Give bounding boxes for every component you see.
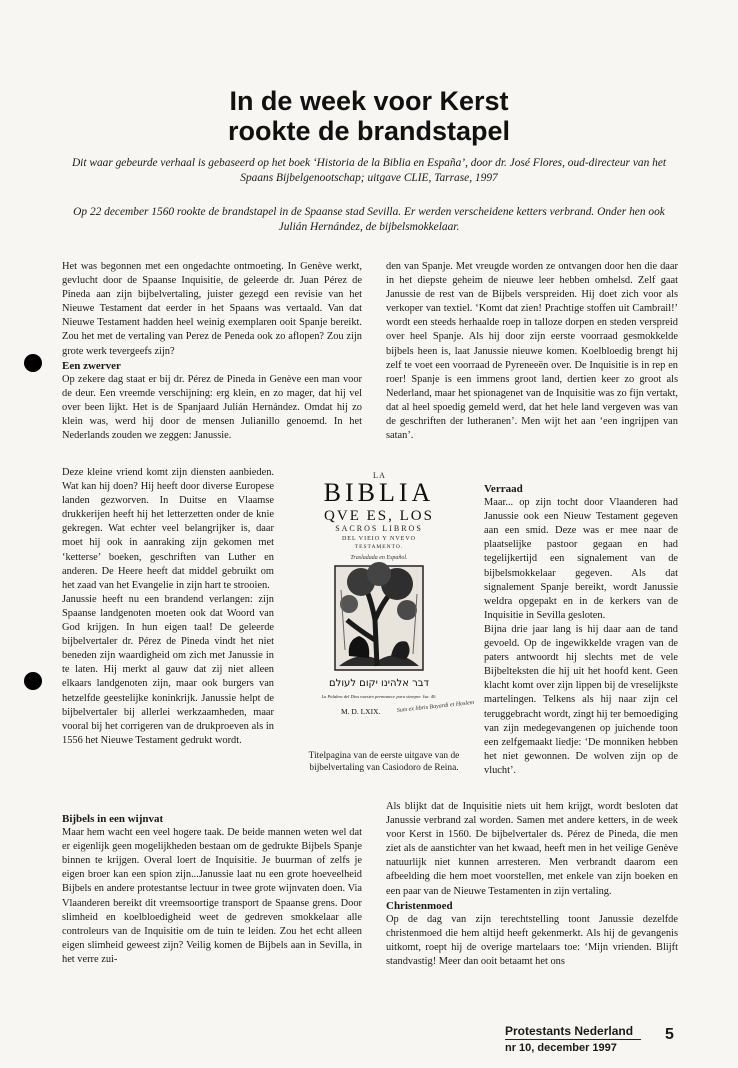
- paragraph: Op de dag van zijn terechtstelling toont Janussie dezelfde christenmoed die hem altijd heeft gekenmerkt. Als hij de gevangenis uitkomt, roept hij de overige martelaars toe: ‘Mijn vrienden. Blijft standvastig! Meer dan ooit betaamt het ons: [386, 913, 678, 968]
- left-column-narrow: [62, 466, 274, 748]
- title-line-2: rookte de brandstapel: [227, 116, 511, 146]
- article-title: [0, 86, 738, 146]
- left-column-bottom: [62, 812, 362, 967]
- fig-year: M. D. LXIX.: [341, 707, 381, 716]
- woodcut-image: [335, 562, 423, 670]
- fig-del: DEL VIEIO Y NVEVO: [341, 536, 417, 542]
- punch-hole-bottom: [24, 672, 42, 690]
- left-column-top: [62, 260, 362, 443]
- punch-hole-top: [24, 354, 42, 372]
- heading-christenmoed: Christenmoed: [386, 899, 453, 912]
- fig-latin: La Palabra del Dios nuestro permanece para siempre. Isa. 40.: [321, 694, 437, 699]
- paragraph: den van Spanje. Met vreugde worden ze ontvangen door hen die daar in het diepste geheim de nieuwe leer hebben omhelsd. Zelf gaat Janussie de rest van de Bijbels verspreiden. Hij doet zich voor als verkoper van textiel. ‘Komt dat zien! Prachtige stoffen uit Cambrail!’ wordt een steeds herhaalde roep in talloze dorpen en steden verspreid over heel Spanje. Als hij door zijn eerste voorraad gesmokkelde bijbels heen is, laat Janussie nieuwe komen. Koelbloedig brengt hij zelf te voet een voorraad de Pyreneeën over. De Inquisitie is in rep en roer! Spanje is een immens groot land, dertien keer zo groot als Nederland, maar het spionagenet van de Inquisitie was zo fijn vertakt, dat al heel spoedig gemeld werd, dat het hele land vergeven was van de geschriften der lutheranen’. Men wijt het aan ‘een ingrijpen van satan’.: [386, 261, 678, 442]
- paragraph: Als blijkt dat de Inquisitie niets uit hem krijgt, wordt besloten dat Janussie verbrand zal worden. Samen met andere ketters, in de week voor Kerst in 1560. De bijbelvertaler ds. Pérez de Pineda, die men ziet als de aanstichter van het kwaad, heeft men in het veilige Genève natuurlijk niet kunnen arresteren. Men verbrandt daarom een afbeelding die hem moet voorstellen, met enkele van zijn boeken en een paar van de Nieuwe Testamenten in zijn vertaling.: [386, 801, 678, 897]
- heading-een-zwerver: Een zwerver: [62, 359, 121, 372]
- footer-magazine-name: Protestants Nederland: [505, 1024, 634, 1038]
- paragraph: Het was begonnen met een ongedachte ontmoeting. In Genève werkt, gevlucht door de Spaanse Inquisitie, de geleerde dr. Juan Pérez de Pineda aan zijn bijbelvertaling, juister gezegd een revisie van het Nieuwe Testament dat eerder in het Spaans was vertaald. Van dat Nieuwe Testament hadden heel weinig exemplaren ooit Spanje bereikt. Zou het met de vertaling van Perez de Peneda ook zo aflopen? Zou zijn grote werk tevergeefs zijn?: [62, 261, 362, 357]
- fig-handwritten: Sum ex libris Bayardi et Hoslem: [396, 699, 475, 714]
- paragraph: Maar hem wacht een veel hogere taak. De beide mannen weten wel dat er eigenlijk geen mogelijkheden bestaan om de gedrukte Bijbels Spanje binnen te krijgen. Overal loert de Inquisitie. Je buurman of zelfs je eigen broer kan een spion zijn...Janussie laat nu een grote hoeveelheid Bijbels en andere protestantse lectuur in twee grote wijnvaten doen. Via Vlaanderen bereikt dit vreemsoortige transport de Spaanse grens. Door slimheid en koelbloedigheid weet de gedreven smokkelaar alle controleurs van de Inquisitie om de tuin te leiden. Zou het echt alleen eigen slimheid geweest zijn? Veilig komen de Bijbels aan in Sevilla, in het verre zui-: [62, 827, 362, 965]
- right-column-narrow: [484, 482, 678, 778]
- intro-summary: Op 22 december 1560 rookte de brandstapel in de Spaanse stad Sevilla. Er werden verscheidene ketters verbrand. Onder hen ook Julián Hernández, de bijbelsmokkelaar.: [73, 206, 665, 233]
- paragraph: Maar... op zijn tocht door Vlaanderen had Janussie ook een Nieuw Testament gegeven aan een smid. Deze was er mee naar de plaatselijke pastoor gegaan en had tegelijkertijd een signalement van de bijbelsmokkelaar gegeven. Als dat signalement Spanje bereikt, wordt Janussie weldra opgepakt en in de kerkers van de Inquisitie in Sevilla gesloten.: [484, 497, 678, 621]
- fig-la: L A: [373, 471, 385, 480]
- footer-issue: nr 10, december 1997: [505, 1042, 617, 1054]
- figure-caption: Titelpagina van de eerste uitgave van de bijbelvertaling van Casiodoro de Reina.: [308, 751, 460, 773]
- intro-source: Dit waar gebeurde verhaal is gebaseerd op het boek ‘Historia de la Biblia en España’, door dr. José Flores, oud-directeur van het Spaans Bijbelgenootschap; uitgave CLIE, Tarrase, 1997: [71, 157, 667, 184]
- paragraph: Deze kleine vriend komt zijn diensten aanbieden. Wat kan hij doen? Hij heeft door diverse Europese landen gezworven. In Duitse en Vlaamse drukkerijen heeft hij het letterzetten onder de knie gekregen. Wat echter veel belangrijker is, daar moet hij ook in aanraking zijn gekomen met ‘ketterse’ boeken, geschriften van Luther en anderen. De Heere heeft dat middel gebruikt om het zaad van het Evangelie in zijn hart te strooien.: [62, 467, 274, 591]
- bible-title-page-figure: [279, 470, 479, 738]
- paragraph: Bijna drie jaar lang is hij daar aan de tand gevoeld. Op de ingewikkelde vragen van de paters antwoordt hij slechts met de vele Bijbelteksten die hij uit het hoofd kent. Geen klacht komt over zijn lippen bij de vreselijkste martelingen. Telkens als hij naar zijn cel teruggebracht wordt, zingt hij ter bemoediging van zijn medegevangenen op juichende toon een zelfgemaakt liedje: ‘De monniken hebben het niet gewonnen. De wolven zijn op de vlucht’.: [484, 623, 678, 776]
- fig-sacros: SACROS LIBROS: [335, 524, 423, 533]
- right-column-bottom: [386, 800, 678, 969]
- fig-testamento: TESTAMENTO.: [354, 544, 404, 550]
- paragraph: Janussie heeft nu een brandend verlangen: zijn Spaanse landgenoten moeten ook dat Woord van God krijgen. In hun eigen taal! De geleerde bijbelvertaler dr. Pérez de Pineda vindt het niet beneden zijn waardigheid om zich met Janussie in te laten. Hij merkt al gauw dat zij niet alleen elkaars landgenoten zijn, maar ook burgers van hetzelfde geestelijke koninkrijk. Janussie helpt de bijbelvertaler bij allerlei werkzaamheden, maar vooral bij het corrigeren van de drukproeven als in 1556 het Nieuwe Testament gedrukt wordt.: [62, 593, 274, 746]
- title-line-1: In de week voor Kerst: [229, 86, 509, 116]
- fig-trasladada: Trasladada en Español.: [350, 555, 408, 561]
- footer-rule: [505, 1039, 641, 1040]
- fig-biblia: BIBLIA: [323, 478, 435, 507]
- heading-verraad: Verraad: [484, 483, 523, 495]
- bible-title-page-illustration: [279, 470, 479, 738]
- fig-que: QVE ES, LOS: [324, 508, 434, 524]
- fig-hebrew: דבר אלהינו יקום לעולם: [329, 678, 429, 689]
- heading-bijbels-in-een-wijnvat: Bijbels in een wijnvat: [62, 813, 164, 825]
- page-number: 5: [665, 1026, 674, 1043]
- right-column-top: [386, 260, 678, 443]
- paragraph: Op zekere dag staat er bij dr. Pérez de Pineda in Genève een man voor de deur. Een vreemde verschijning: erg klein, en zo mager, dat hij vel over been lijkt. Het is de Spanjaard Julián Hernández. Omdat hij zo klein was, werd hij door de mensen Julianillo genoemd. In het Nederlands zouden we zeggen: Janussie.: [62, 373, 362, 442]
